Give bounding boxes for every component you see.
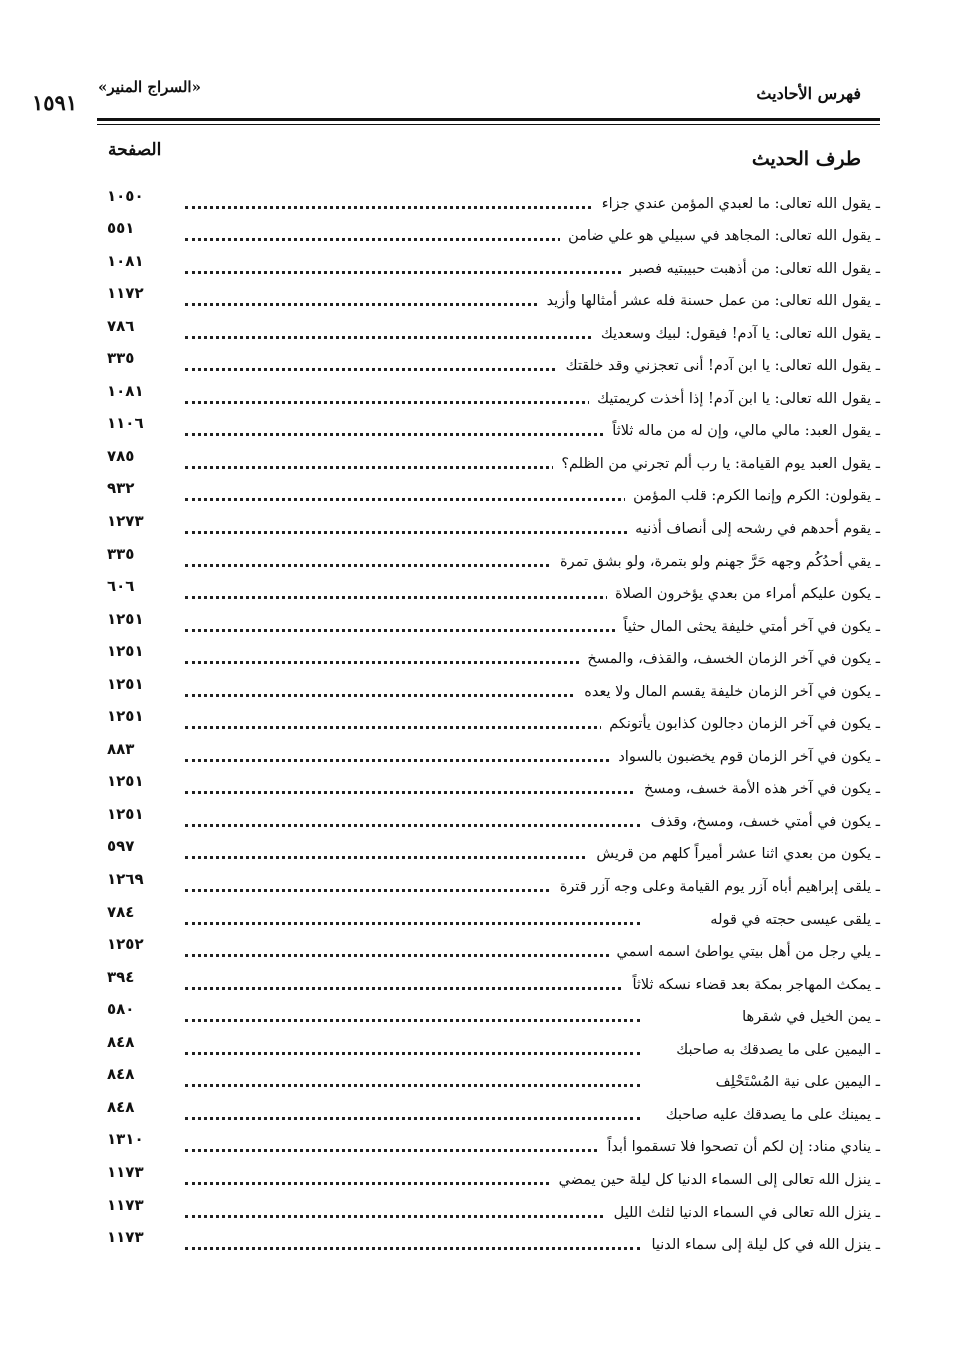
hadith-text: ـ يمينك على ما يصدقك عليه صاحبك (658, 1107, 880, 1123)
leader-dots (185, 694, 640, 697)
index-row (95, 642, 880, 675)
hadith-text: ـ يقول الله تعالى: المجاهد في سبيلي هو علي ضامن (560, 228, 880, 244)
leader-dots (185, 922, 640, 925)
hadith-text: ـ يقول الله تعالى: يا ابن آدم! إذا أخذت كريمتيك (589, 391, 880, 407)
page-ref: ١٢٧٣ (107, 512, 144, 531)
hadith-text: ـ يلقى إبراهيم أباه آزر يوم القيامة وعلى وجه آزر قترة (552, 879, 880, 895)
leader-dots (185, 1084, 640, 1087)
page-ref: ٧٨٦ (107, 316, 135, 335)
index-row (95, 609, 880, 642)
index-row (95, 869, 880, 902)
hadith-text: ـ يقول الله تعالى: ما لعبدي المؤمن عندي جزاء (594, 196, 880, 212)
page-ref: ١٠٥٠ (107, 186, 144, 205)
leader-dots (185, 271, 640, 274)
leader-dots (185, 726, 640, 729)
leader-dots (185, 987, 640, 990)
page-ref: ١٢٦٩ (107, 870, 144, 889)
book-title: «السراج المنير» (98, 78, 201, 96)
hadith-text: ـ اليمين على ما يصدقك به صاحبك (668, 1042, 880, 1058)
page-ref: ٨٤٨ (107, 1065, 135, 1084)
index-row (95, 837, 880, 870)
index-row (95, 1162, 880, 1195)
leader-dots (185, 1215, 640, 1218)
leader-dots (185, 856, 640, 859)
leader-dots (185, 498, 640, 501)
hadith-text: ـ ينادي مناد: إن لكم أن تصحوا فلا تسقموا أبداً (599, 1139, 880, 1155)
index-row (95, 1228, 880, 1261)
hadith-text: ـ يلقى عيسى حجته في قوله (702, 912, 880, 928)
hadith-index-list (95, 186, 880, 1260)
leader-dots (185, 1019, 640, 1022)
hadith-text: ـ يمكث المهاجر بمكة بعد قضاء نسكه ثلاثاً (624, 977, 880, 993)
header-rule-thin (97, 124, 880, 125)
hadith-text: ـ ينزل الله تعالى إلى السماء الدنيا كل ليلة حين يمضي (551, 1172, 880, 1188)
hadith-text: ـ يلي رجل من أهل بيتي يواطئ اسمه اسمي (609, 944, 881, 960)
hadith-text: ـ يكون في آخر الزمان قوم يخضبون بالسواد (610, 749, 880, 765)
hadith-text: ـ يقول الله تعالى: يا آدم! فيقول: لبيك وسعديك (593, 326, 880, 342)
index-row (95, 674, 880, 707)
index-row (95, 772, 880, 805)
leader-dots (185, 1117, 640, 1120)
page-ref: ١٢٥١ (107, 772, 144, 791)
index-row (95, 1065, 880, 1098)
page-ref: ١٠٨١ (107, 381, 144, 400)
index-row (95, 935, 880, 968)
leader-dots (185, 759, 640, 762)
page-ref: ٨٤٨ (107, 1032, 135, 1051)
page-ref: ١٢٥٢ (107, 935, 144, 954)
hadith-text: ـ يكون من بعدي اثنا عشر أميراً كلهم من قريش (588, 846, 880, 862)
hadith-text: ـ يكون في آخر الزمان الخسف، والقذف، والمسخ (579, 651, 880, 667)
hadith-text: ـ يقول الله تعالى: يا ابن آدم! أنى تعجزني وقد خلقتك (558, 358, 880, 374)
index-row (95, 414, 880, 447)
leader-dots (185, 433, 640, 436)
index-row (95, 219, 880, 252)
page-ref: ٣٣٥ (107, 349, 135, 368)
leader-dots (185, 824, 640, 827)
column-header-hadith: طرف الحديث (751, 148, 861, 170)
index-row (95, 804, 880, 837)
hadith-text: ـ يمن الخيل في شقرها (734, 1009, 880, 1025)
index-row (95, 316, 880, 349)
page-ref: ١٢٥١ (107, 707, 144, 726)
leader-dots (185, 401, 640, 404)
hadith-text: ـ يقوم أحدهم في رشحه إلى أنصاف أذنيه (627, 521, 880, 537)
page-ref: ١١٧٢ (107, 284, 144, 303)
index-row (95, 284, 880, 317)
hadith-text: ـ يكون في آخر الزمان خليفة يقسم المال ولا يعده (576, 684, 880, 700)
page-ref: ٣٣٥ (107, 544, 135, 563)
page-ref: ١١٧٣ (107, 1228, 144, 1247)
page-ref: ١٢٥١ (107, 609, 144, 628)
hadith-text: ـ يكون عليكم أمراء من بعدي يؤخرون الصلاة (607, 586, 880, 602)
page-ref: ١٢٥١ (107, 642, 144, 661)
page-number: ١٥٩١ (32, 90, 78, 115)
hadith-text: ـ يقولون: الكرم وإنما الكرم: قلب المؤمن (625, 488, 880, 504)
page-ref: ١٢٥١ (107, 804, 144, 823)
page-ref: ٨٨٣ (107, 739, 135, 758)
hadith-text: ـ يكون في آخر أمتي خليفة يحثى المال حثياً (615, 619, 880, 635)
index-row (95, 707, 880, 740)
index-row (95, 186, 880, 219)
leader-dots (185, 1149, 640, 1152)
page-ref: ١١٠٦ (107, 414, 144, 433)
index-row (95, 1032, 880, 1065)
index-row (95, 1130, 880, 1163)
index-row (95, 1195, 880, 1228)
hadith-text: ـ ينزل الله في كل ليلة إلى سماء الدنيا (643, 1237, 880, 1253)
hadith-text: ـ يكون في أمتي خسف، ومسخ، وقذف (643, 814, 880, 830)
index-row (95, 251, 880, 284)
page-ref: ٥٩٧ (107, 837, 135, 856)
index-row (95, 511, 880, 544)
index-row (95, 967, 880, 1000)
page-ref: ٥٥١ (107, 219, 135, 238)
leader-dots (185, 596, 640, 599)
index-row (95, 1097, 880, 1130)
page-ref: ١٣١٠ (107, 1130, 144, 1149)
leader-dots (185, 1247, 640, 1250)
leader-dots (185, 954, 640, 957)
leader-dots (185, 629, 640, 632)
page-ref: ٨٤٨ (107, 1097, 135, 1116)
index-row (95, 349, 880, 382)
index-row (95, 1000, 880, 1033)
page-ref: ١١٧٣ (107, 1162, 144, 1181)
page-ref: ١٠٨١ (107, 251, 144, 270)
hadith-text: ـ يقول العبد: مالي مالي، وإن له من ماله ثلاثاً (604, 423, 880, 439)
index-row (95, 381, 880, 414)
hadith-text: ـ ينزل الله تعالى في السماء الدنيا لثلث الليل (606, 1205, 880, 1221)
page-ref: ٦٠٦ (107, 577, 135, 596)
index-row (95, 739, 880, 772)
page-ref: ١٢٥١ (107, 674, 144, 693)
index-row (95, 902, 880, 935)
leader-dots (185, 206, 640, 209)
page-ref: ٧٨٤ (107, 902, 135, 921)
page-ref: ١١٧٣ (107, 1195, 144, 1214)
leader-dots (185, 791, 640, 794)
index-row (95, 446, 880, 479)
index-row (95, 544, 880, 577)
page-ref: ٩٣٢ (107, 479, 135, 498)
running-title: فهرس الأحاديث (756, 84, 861, 103)
index-row (95, 577, 880, 610)
page-ref: ٣٩٤ (107, 967, 135, 986)
page-ref: ٧٨٥ (107, 446, 135, 465)
hadith-text: ـ اليمين على نية المُسْتَحْلِف (708, 1074, 880, 1090)
hadith-text: ـ يقي أحدُكُم وجهه حَرَّ جهنم ولو بتمرة، ولو بشق تمرة (552, 554, 880, 570)
leader-dots (185, 661, 640, 664)
leader-dots (185, 336, 640, 339)
leader-dots (185, 1052, 640, 1055)
column-header-page: الصفحة (108, 140, 162, 160)
hadith-text: ـ يكون في آخر الزمان دجالون كذابون يأتونكم (601, 716, 880, 732)
hadith-text: ـ يقول الله تعالى: من عمل حسنة فله عشر أمثالها وأزيد (539, 293, 880, 309)
index-row (95, 479, 880, 512)
hadith-text: ـ يكون في آخر هذه الأمة خسف، ومسخ (636, 781, 880, 797)
hadith-text: ـ يقول الله تعالى: من أذهبت حبيبتيه فصبر (622, 261, 880, 277)
header-rule-thick (97, 118, 880, 121)
leader-dots (185, 531, 640, 534)
page-ref: ٥٨٠ (107, 1000, 135, 1019)
hadith-text: ـ يقول العبد يوم القيامة: يا رب ألم تجرني من الظلم؟ (553, 456, 880, 472)
